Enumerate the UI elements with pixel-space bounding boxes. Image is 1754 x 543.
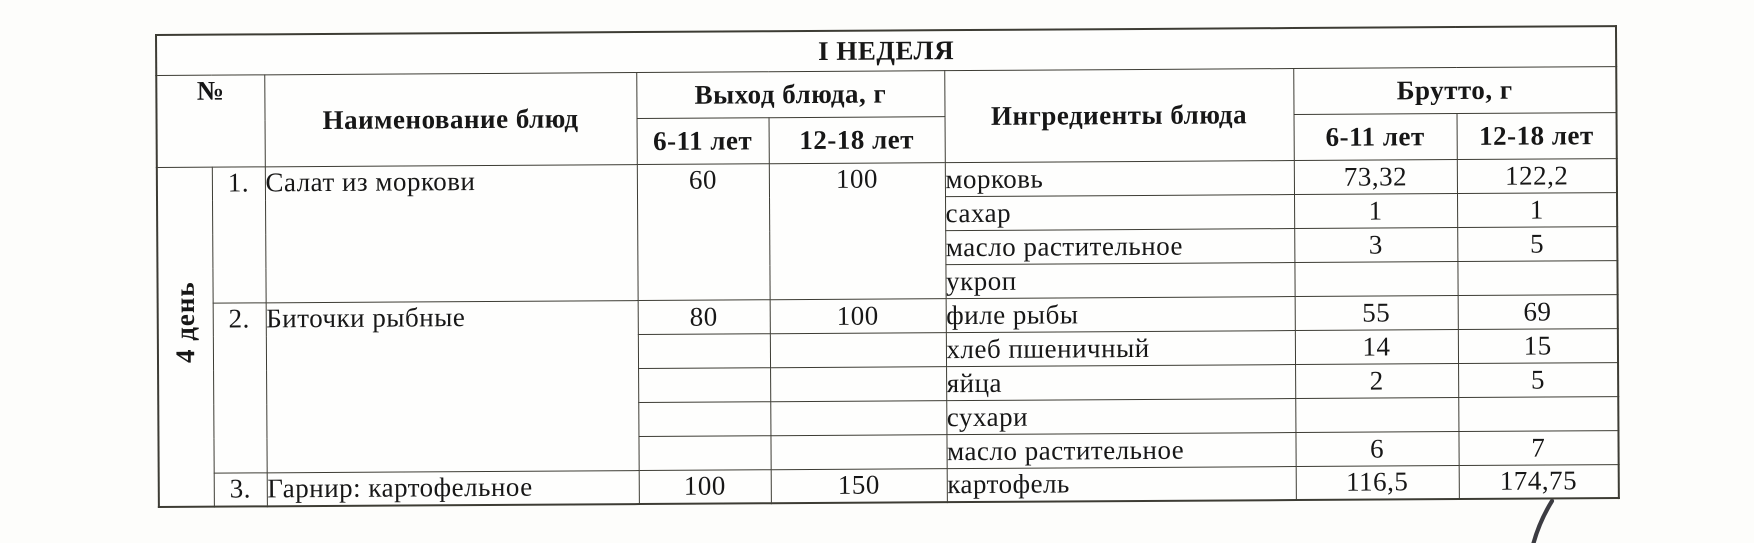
dish-number: 3. (214, 472, 267, 506)
output-empty-cell (770, 332, 946, 367)
ingredient-name: филе рыбы (946, 296, 1295, 332)
output-12-18-cell: 150 (771, 468, 947, 503)
header-dish-name: Наименование блюд (264, 72, 637, 166)
ingredient-name: сахар (945, 194, 1294, 230)
brutto-12-18-cell: 69 (1458, 294, 1618, 329)
brutto-6-11-cell: 116,5 (1296, 465, 1459, 500)
brutto-12-18-cell: 1 (1457, 192, 1617, 227)
output-6-11-cell: 100 (639, 469, 771, 504)
brutto-12-18-cell: 5 (1458, 362, 1618, 397)
brutto-6-11-cell: 14 (1295, 329, 1458, 364)
dish-name: Биточки рыбные (266, 300, 639, 472)
brutto-6-11-cell: 73,32 (1294, 159, 1457, 194)
brutto-6-11-cell: 6 (1295, 431, 1458, 466)
output-6-11-cell: 80 (638, 299, 770, 334)
ingredient-name: масло растительное (945, 228, 1294, 264)
dish-name: Гарнир: картофельное (267, 470, 639, 506)
menu-table-scan (155, 25, 1620, 508)
brutto-6-11-cell (1295, 397, 1458, 432)
header-number: № (156, 74, 265, 167)
menu-table (155, 25, 1620, 508)
brutto-6-11-cell: 2 (1295, 363, 1458, 398)
dish-number: 1. (212, 166, 266, 302)
brutto-6-11-cell: 55 (1295, 295, 1458, 330)
pen-mark-annotation (1533, 501, 1552, 543)
output-empty-cell (770, 434, 946, 469)
header-brutto: Брутто, г (1293, 66, 1616, 114)
ingredient-name: сухари (946, 398, 1295, 434)
brutto-12-18-cell (1458, 396, 1618, 431)
ingredient-name: хлеб пшеничный (946, 330, 1295, 366)
output-empty-cell (770, 400, 946, 435)
ingredient-name: масло растительное (946, 432, 1295, 468)
header-output-age-12-18: 12-18 лет (769, 116, 945, 163)
day-cell (157, 167, 214, 507)
output-empty-cell (638, 401, 770, 436)
ingredient-name: яйца (946, 364, 1295, 400)
output-empty-cell (638, 367, 770, 402)
brutto-12-18-cell: 122,2 (1457, 158, 1617, 193)
brutto-12-18-cell: 174,75 (1459, 464, 1619, 499)
ingredient-name: картофель (947, 466, 1296, 502)
output-empty-cell (638, 333, 770, 368)
dish-number: 2. (213, 302, 267, 472)
brutto-6-11-cell (1294, 261, 1457, 296)
brutto-6-11-cell: 3 (1294, 227, 1457, 262)
output-empty-cell (770, 366, 946, 401)
week-title: I НЕДЕЛЯ (156, 26, 1616, 75)
day-label: 4 день (169, 281, 201, 364)
output-12-18-cell: 100 (769, 162, 946, 299)
output-12-18-cell: 100 (770, 298, 946, 333)
brutto-12-18-cell: 7 (1458, 430, 1618, 465)
header-brutto-age-12-18: 12-18 лет (1457, 112, 1617, 159)
header-ingredients: Ингредиенты блюда (944, 68, 1294, 162)
brutto-12-18-cell: 5 (1457, 226, 1617, 261)
ingredient-name: морковь (945, 160, 1294, 196)
brutto-12-18-cell: 15 (1458, 328, 1618, 363)
brutto-6-11-cell: 1 (1294, 193, 1457, 228)
header-output: Выход блюда, г (636, 70, 944, 118)
header-brutto-age-6-11: 6-11 лет (1294, 113, 1457, 160)
dish-name: Салат из моркови (265, 164, 638, 302)
ingredient-name: укроп (945, 262, 1294, 298)
output-empty-cell (638, 435, 770, 470)
brutto-12-18-cell (1457, 260, 1617, 295)
header-output-age-6-11: 6-11 лет (637, 117, 769, 164)
output-6-11-cell: 60 (637, 163, 770, 300)
